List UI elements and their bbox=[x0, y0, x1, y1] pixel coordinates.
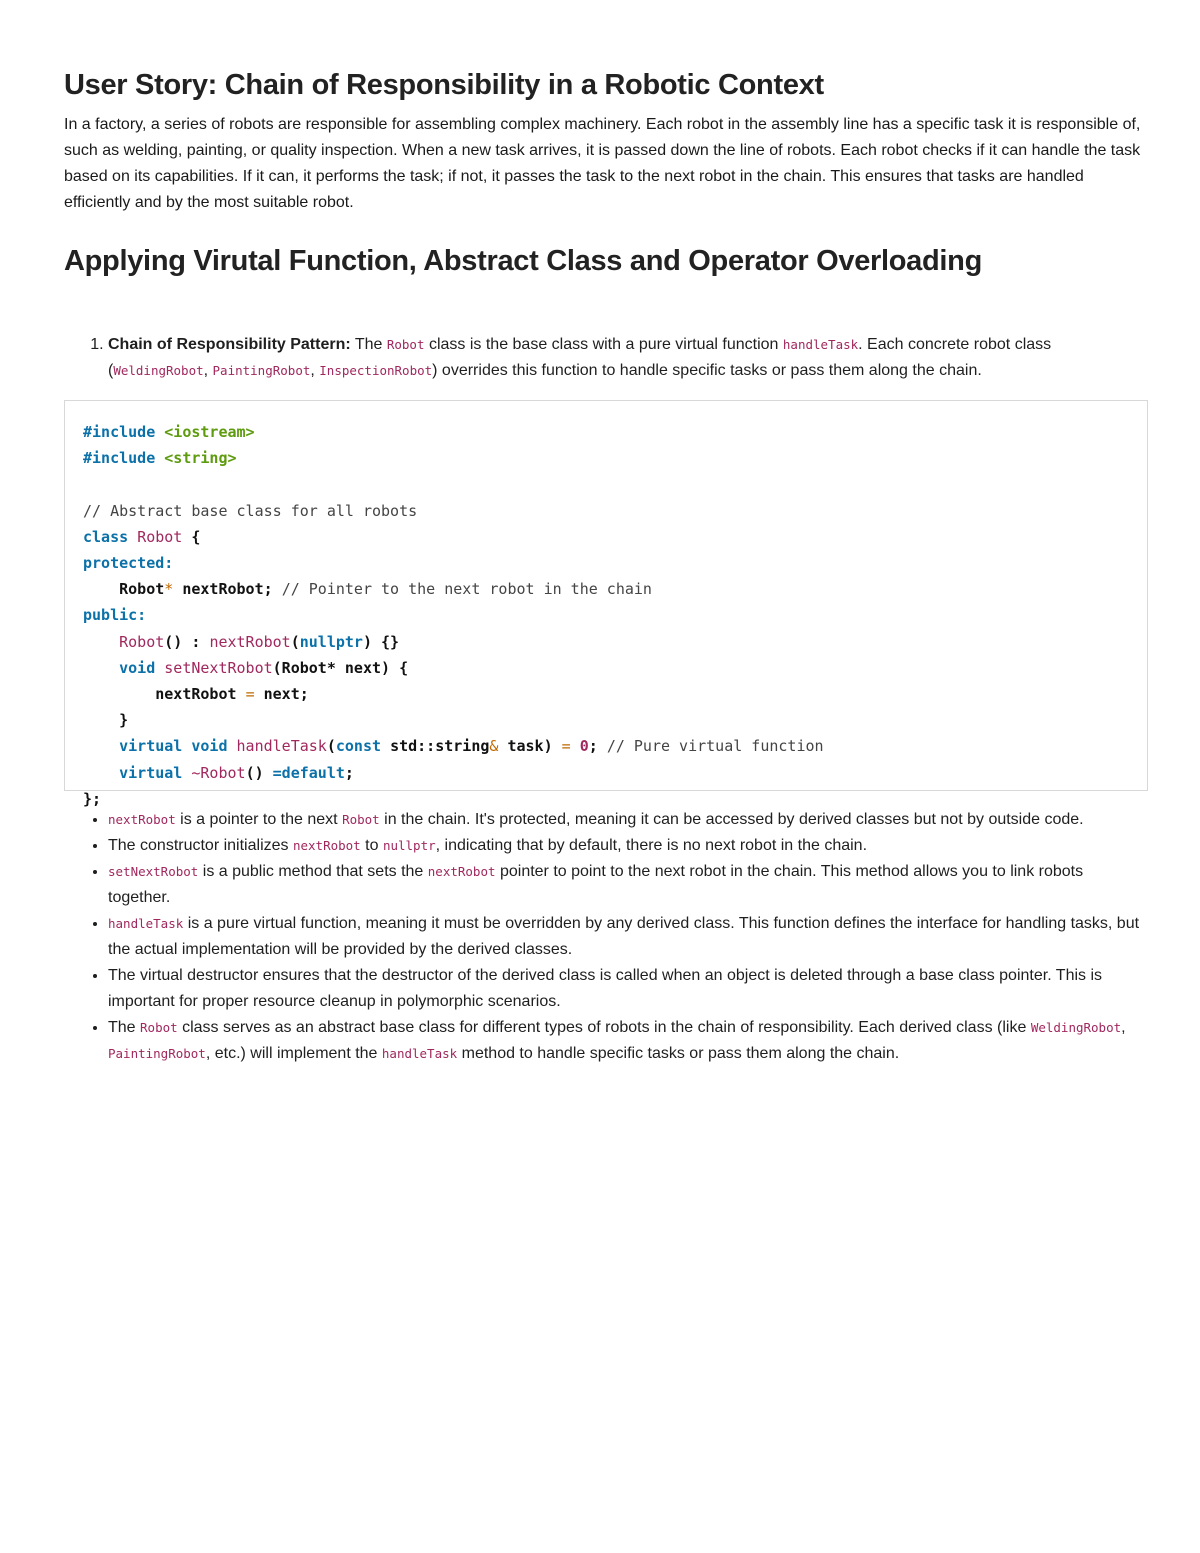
code-token bbox=[571, 737, 580, 755]
list-item bbox=[108, 911, 1148, 963]
inline-code: Robot bbox=[386, 337, 425, 352]
step-text: ) overrides this function to handle specific tasks or pass them along the chain. bbox=[432, 362, 982, 379]
note-text: is a pure virtual function, meaning it must be overridden by any derived class. This function defines the interface for handling tasks, but the actual implementation will be provided by the derived classes. bbox=[108, 915, 1140, 958]
code-token: setNextRobot bbox=[164, 658, 273, 677]
inline-code: InspectionRobot bbox=[319, 363, 433, 378]
code-token: nextRobot bbox=[155, 685, 246, 704]
code-token: = bbox=[561, 737, 571, 756]
steps-list bbox=[64, 332, 1148, 384]
code-token: Robot bbox=[137, 527, 183, 546]
step-text: The bbox=[350, 336, 387, 353]
inline-code: PaintingRobot bbox=[212, 363, 311, 378]
code-token: task) bbox=[498, 737, 562, 756]
code-token: { bbox=[182, 527, 201, 546]
code-token: class bbox=[83, 527, 138, 546]
step-text: . Each concrete robot class ( bbox=[108, 336, 1052, 379]
code-comment: // Abstract base class for all robots bbox=[83, 501, 418, 520]
note-text: The constructor initializes bbox=[108, 837, 293, 854]
section-heading: Applying Virutal Function, Abstract Class and Operator Overloading bbox=[64, 245, 983, 277]
code-token: handleTask bbox=[236, 737, 327, 756]
code-token: void bbox=[119, 658, 165, 677]
intro-paragraph: In a factory, a series of robots are responsible for assembling complex machinery. Each robot in the assembly line has a specific task it is responsible of, such as welding, painting, or quality inspection. When a new task arrives, it is passed down the line of robots. Each robot checks if it can handle the task based on its capabilities. If it can, it performs the task; if not, it passes the task to the next robot in the chain. This ensures that tasks are handled efficiently and by the most suitable robot. bbox=[64, 116, 1141, 211]
notes-list bbox=[64, 807, 1148, 1067]
code-token: =default bbox=[272, 763, 345, 782]
code-token: ( bbox=[290, 632, 300, 651]
note-text: , bbox=[1121, 1019, 1126, 1036]
code-token: () bbox=[245, 763, 273, 782]
inline-code: handleTask bbox=[782, 337, 859, 352]
inline-code: nextRobot bbox=[108, 812, 176, 827]
code-token: public: bbox=[83, 606, 147, 625]
code-token: nextRobot bbox=[209, 632, 291, 651]
code-comment: // Pure virtual function bbox=[606, 737, 824, 756]
code-token: nullptr bbox=[299, 632, 363, 651]
inline-code: PaintingRobot bbox=[108, 1046, 206, 1061]
note-text: , etc.) will implement the bbox=[205, 1045, 382, 1062]
inline-code: handleTask bbox=[381, 1046, 458, 1061]
page-title: User Story: Chain of Responsibility in a Robotic Context bbox=[64, 69, 824, 101]
code-block[interactable] bbox=[64, 400, 1148, 808]
inline-code: WeldingRobot bbox=[113, 363, 204, 378]
inline-code: Robot bbox=[140, 1020, 178, 1035]
code-token: () : bbox=[164, 632, 210, 651]
code-token: & bbox=[489, 737, 499, 756]
note-text: is a pointer to the next bbox=[175, 811, 343, 828]
code-token: }; bbox=[83, 789, 102, 808]
inline-code: WeldingRobot bbox=[1030, 1020, 1122, 1035]
code-token: ~Robot bbox=[191, 763, 246, 782]
code-token: } bbox=[119, 711, 129, 730]
note-text: class serves as an abstract base class for different types of robots in the chain of responsibility. Each derived class (like bbox=[177, 1019, 1031, 1036]
code-token: Robot bbox=[119, 580, 165, 599]
list-item bbox=[108, 807, 1148, 833]
code-token: <iostream> bbox=[164, 423, 255, 441]
step-text: , bbox=[310, 362, 320, 379]
note-text: The virtual destructor ensures that the destructor of the derived class is called when an object is deleted through a base class pointer. This is important for proper resource cleanup in polymorphic scenarios. bbox=[108, 967, 1103, 1010]
list-item bbox=[108, 859, 1148, 911]
code-token: * bbox=[164, 580, 174, 599]
inline-code: Robot bbox=[342, 812, 380, 827]
code-token: ; bbox=[344, 763, 354, 782]
inline-code: setNextRobot bbox=[108, 864, 199, 879]
code-token: virtual bbox=[119, 763, 192, 782]
code-token: ; bbox=[588, 737, 607, 756]
note-text: in the chain. It's protected, meaning it can be accessed by derived classes but not by outside code. bbox=[379, 811, 1084, 828]
note-text: , indicating that by default, there is no next robot in the chain. bbox=[435, 837, 868, 854]
note-text: is a public method that sets the bbox=[198, 863, 428, 880]
inline-code: nullptr bbox=[382, 838, 436, 853]
code-comment: // Pointer to the next robot in the chain bbox=[281, 580, 652, 599]
code-token: const bbox=[335, 737, 391, 756]
note-text: method to handle specific tasks or pass them along the chain. bbox=[457, 1045, 900, 1062]
step-text: , bbox=[203, 362, 213, 379]
note-text: The bbox=[108, 1019, 141, 1036]
code-token: virtual void bbox=[119, 737, 237, 756]
code-token: nextRobot; bbox=[173, 580, 282, 599]
list-item bbox=[108, 1015, 1148, 1067]
note-text: pointer to point to the next robot in the chain. This method allows you to link robots together. bbox=[108, 863, 1084, 906]
code-token: next; bbox=[254, 685, 309, 704]
inline-code: handleTask bbox=[108, 916, 184, 931]
code-token: Robot bbox=[119, 632, 165, 651]
step-bold-label: Chain of Responsibility Pattern: bbox=[108, 336, 351, 353]
list-item bbox=[108, 833, 1148, 859]
inline-code: nextRobot bbox=[427, 864, 496, 879]
code-token: protected: bbox=[83, 554, 174, 573]
code-token: 0 bbox=[579, 737, 589, 756]
code-token: = bbox=[245, 685, 255, 704]
document-page bbox=[64, 66, 1148, 1067]
step-item bbox=[108, 332, 1148, 384]
list-item bbox=[108, 963, 1148, 1015]
code-token: #include bbox=[83, 423, 165, 441]
note-text: to bbox=[360, 837, 383, 854]
step-text: class is the base class with a pure virtual function bbox=[424, 336, 783, 353]
inline-code: nextRobot bbox=[292, 838, 361, 853]
code-token: ) {} bbox=[362, 632, 400, 651]
code-token: std::string bbox=[390, 737, 490, 756]
code-token: #include bbox=[83, 449, 165, 468]
code-token: ( bbox=[326, 737, 336, 756]
code-token: (Robot* next) { bbox=[272, 658, 409, 677]
code-token: <string> bbox=[164, 449, 237, 468]
